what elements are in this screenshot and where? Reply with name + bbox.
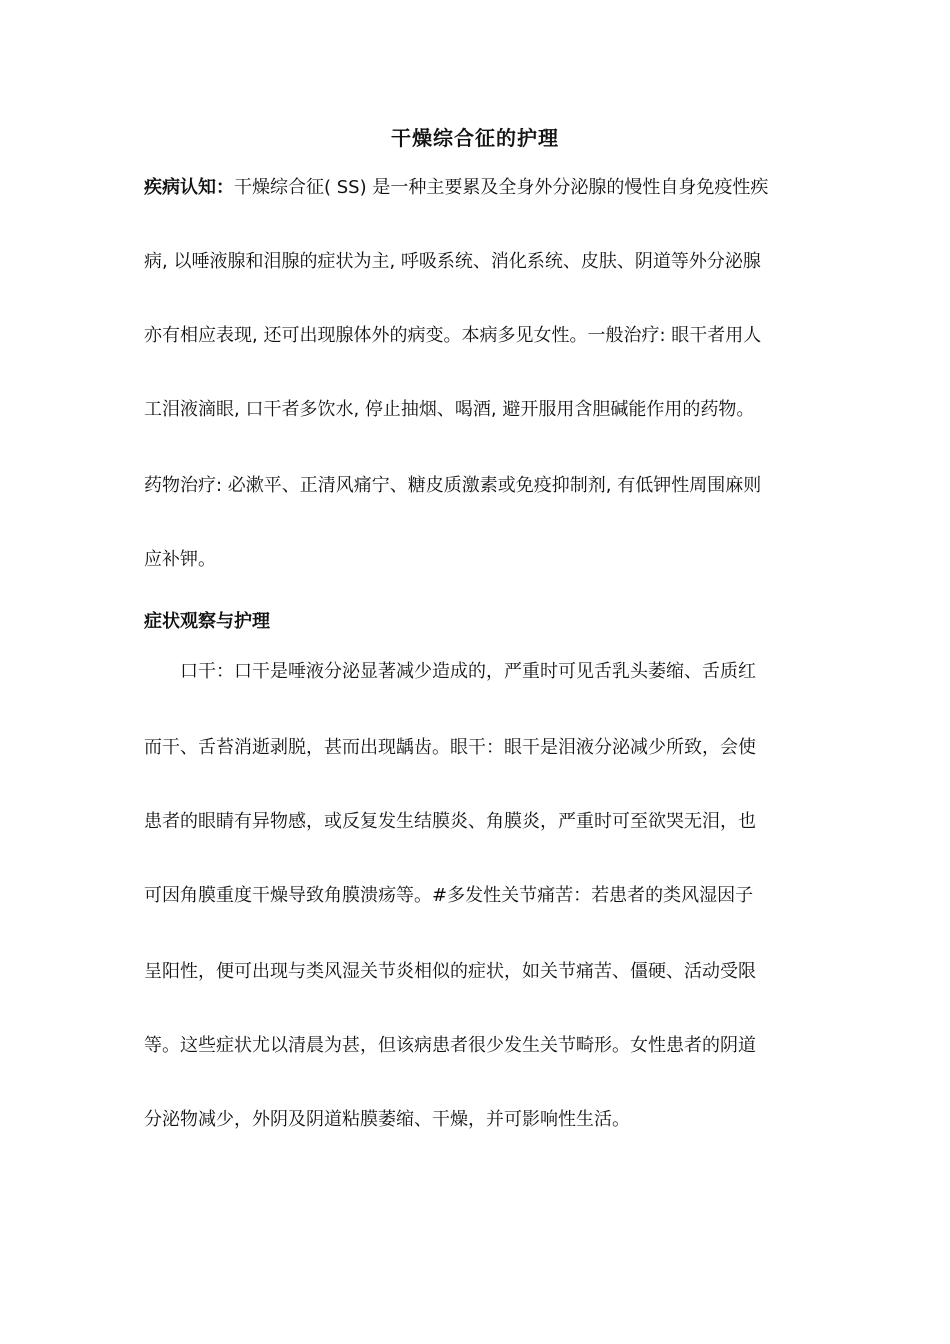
section-line-4: 可因角膜重度干燥导致角膜溃疡等。#多发性关节痛苦：若患者的类风湿因子 (144, 885, 754, 906)
intro-line-6: 应补钾。 (144, 549, 216, 570)
intro-line-1 (144, 176, 814, 200)
section-line-3: 患者的眼睛有异物感，或反复发生结膜炎、角膜炎，严重时可至欲哭无泪，也 (144, 811, 756, 832)
section-heading: 症状观察与护理 (144, 611, 270, 632)
intro-line-2: 病, 以唾液腺和泪腺的症状为主, 呼吸系统、消化系统、皮肤、阴道等外分泌腺 (144, 251, 761, 272)
section-line-7: 分泌物减少，外阴及阴道粘膜萎缩、干燥，并可影响性生活。 (144, 1109, 630, 1130)
section-line-5: 呈阳性，便可出现与类风湿关节炎相似的症状，如关节痛苦、僵硬、活动受限 (144, 961, 756, 982)
intro-line-5: 药物治疗: 必漱平、正清风痛宁、糖皮质激素或免疫抑制剂, 有低钾性周围麻则 (144, 475, 762, 496)
document-title: 干燥综合征的护理 (391, 126, 559, 150)
section-line-2: 而干、舌苔消逝剥脱，甚而出现龋齿。眼干：眼干是泪液分泌减少所致，会使 (144, 737, 756, 758)
intro-label: 疾病认知： (144, 177, 234, 198)
intro-line-4: 工泪液滴眼, 口干者多饮水, 停止抽烟、喝酒, 避开服用含胆碱能作用的药物。 (144, 399, 755, 420)
section-line-1: 口干：口干是唾液分泌显著减少造成的，严重时可见舌乳头萎缩、舌质红 (144, 661, 756, 682)
section-line-6: 等。这些症状尤以清晨为甚，但该病患者很少发生关节畸形。女性患者的阴道 (144, 1035, 756, 1056)
intro-line-3: 亦有相应表现, 还可出现腺体外的病变。本病多见女性。一般治疗: 眼干者用人 (144, 325, 762, 346)
intro-line-1-text: 干燥综合征( SS) 是一种主要累及全身外分泌腺的慢性自身免疫性疾 (234, 177, 769, 198)
